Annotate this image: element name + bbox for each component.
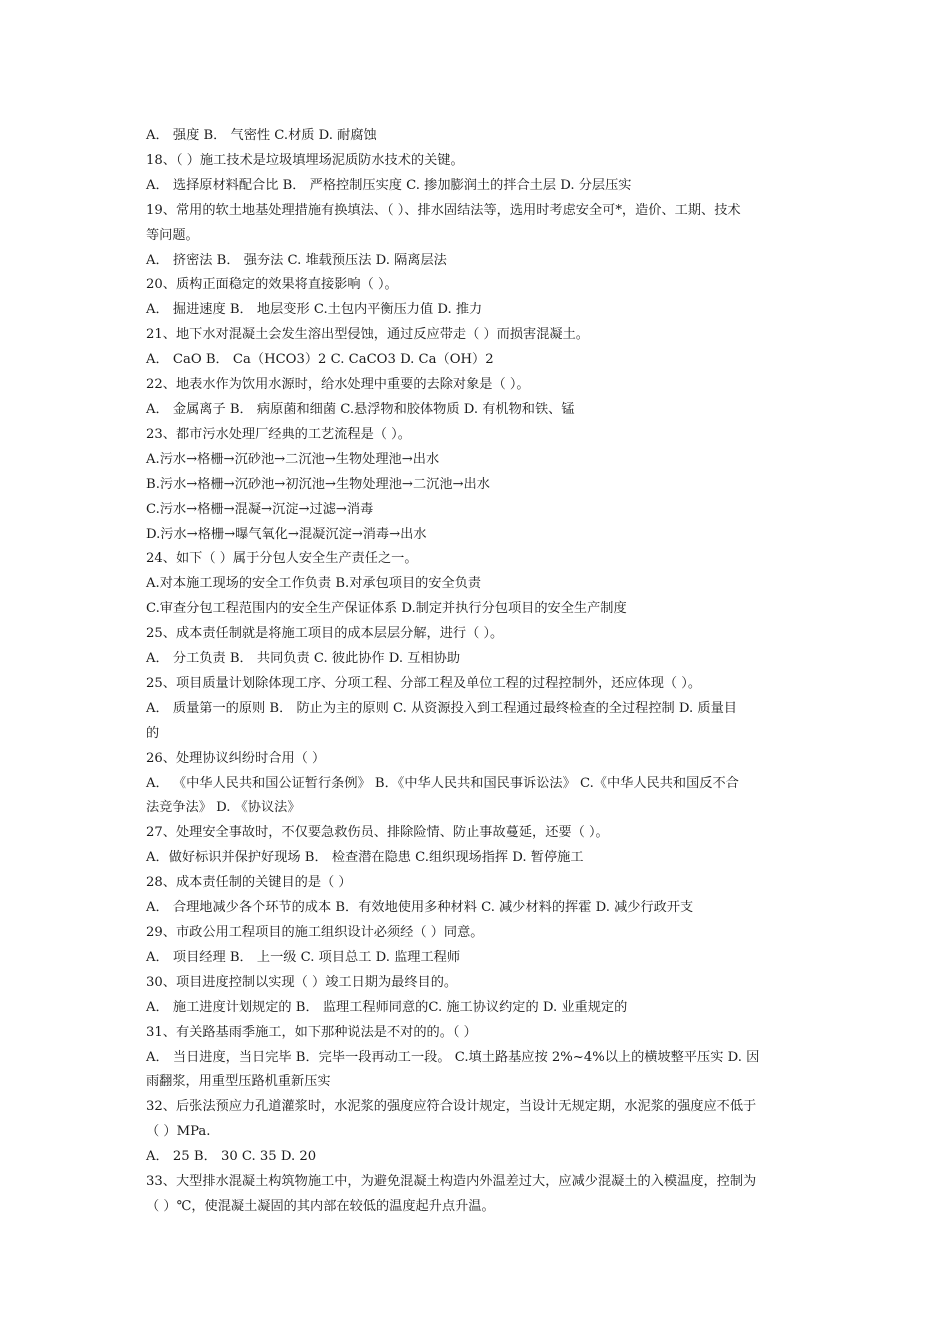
text-line: C.审查分包工程范围内的安全生产保证体系 D.制定并执行分包项目的安全生产制度 [146,601,627,617]
question-text-body [146,124,812,1220]
text-line: 27、处理安全事故时，不仅要急救伤员、排除险情、防止事故蔓延，还要（ ）。 [146,825,609,841]
text-line: 31、有关路基雨季施工，如下那种说法是不对的的。（ ） [146,1024,477,1040]
text-line: A.对本施工现场的安全工作负责 B.对承包项目的安全负责 [146,576,482,592]
text-line: 25、项目质量计划除体现工序、分项工程、分部工程及单位工程的过程控制外，还应体现（ ）。 [146,675,702,691]
text-line: A． 25 B． 30 C. 35 D. 20 [146,1149,317,1165]
text-line: 的 [146,725,160,741]
text-line: 19、常用的软土地基处理措施有换填法、（ ）、排水固结法等，选用时考虑安全可*，造价、工期、技术 [146,202,741,218]
text-line: 33、大型排水混凝土构筑物施工中，为避免混凝土构造内外温差过大，应减少混凝土的入模温度，控制为 [146,1174,757,1190]
text-line: A． 合理地减少各个环节的成本 B．有效地使用多种材料 C. 减少材料的挥霍 D. 减少行政开支 [146,900,694,916]
text-line: 30、项目进度控制以实现（ ）竣工日期为最终目的。 [146,974,458,990]
text-line: A． 项目经理 B． 上一级 C. 项目总工 D. 监理工程师 [146,949,461,965]
text-line: 32、后张法预应力孔道灌浆时，水泥浆的强度应符合设计规定，当设计无规定期，水泥浆的强度应不低于 [146,1099,757,1115]
text-line: （ ）MPa. [146,1124,211,1140]
text-line: 25、成本责任制就是将施工项目的成本层层分解，进行（ ）。 [146,626,504,642]
text-line: A． 质量第一的原则 B． 防止为主的原则 C. 从资源投入到工程通过最终检查的全过程控制 D. 质量目 [146,700,737,716]
text-line: 22、地表水作为饮用水源时，给水处理中重要的去除对象是（ ）。 [146,377,530,393]
text-line: A．做好标识并保护好现场 B． 检查潜在隐患 C.组织现场指挥 D. 暂停施工 [146,850,584,866]
text-line: （ ）℃，使混凝土凝固的其内部在较低的温度起升点升温。 [146,1198,495,1214]
text-line: A． 《中华人民共和国公证暂行条例》 B．《中华人民共和国民事诉讼法》 C.《中华人民共和国反不合 [146,775,739,791]
text-line: A． 挤密法 B． 强夯法 C. 堆载预压法 D. 隔离层法 [146,252,447,268]
text-line: A.污水→格栅→沉砂池→二沉池→生物处理池→出水 [146,451,440,467]
text-line: D.污水→格栅→曝气氧化→混凝沉淀→消毒→出水 [146,526,427,542]
text-line: 23、都市污水处理厂经典的工艺流程是（ ）。 [146,426,411,442]
text-line: 等问题。 [146,227,199,243]
text-line: 法竞争法》 D. 《协议法》 [146,800,301,816]
text-line: B.污水→格栅→沉砂池→初沉池→生物处理池→二沉池→出水 [146,476,490,492]
text-line: 26、处理协议纠纷时合用（ ） [146,750,326,766]
text-line: 28、成本责任制的关键目的是（ ） [146,875,352,891]
text-line: A． 当日进度，当日完毕 B．完毕一段再动工一段。 C.填土路基应按 2%~4%以上的横坡整平压实 D. 因 [146,1049,760,1065]
text-line: C.污水→格栅→混凝→沉淀→过滤→消毒 [146,501,374,517]
text-line: 18、（ ）施工技术是垃圾填埋场泥质防水技术的关键。 [146,152,464,168]
text-line: A． 选择原材料配合比 B． 严格控制压实度 C. 掺加膨润土的拌合土层 D. 分层压实 [146,177,632,193]
text-line: 21、地下水对混凝土会发生溶出型侵蚀，通过反应带走（ ）而损害混凝土。 [146,327,589,343]
text-line: A． CaO B． Ca（HCO3）2 C. CaCO3 D. Ca（OH）2 [146,352,494,368]
text-line: A． 掘进速度 B． 地层变形 C.土包内平衡压力值 D. 推力 [146,302,483,318]
text-line: A． 施工进度计划规定的 B． 监理工程师同意的C. 施工协议约定的 D. 业重规定的 [146,999,628,1015]
text-line: 29、市政公用工程项目的施工组织设计必须经（ ）同意。 [146,925,484,940]
text-line: 20、质构正面稳定的效果将直接影响（ ）。 [146,277,398,293]
text-line: A． 金属离子 B． 病原菌和细菌 C.悬浮物和胶体物质 D. 有机物和铁、锰 [146,401,575,417]
text-line: A． 强度 B． 气密性 C.材质 D. 耐腐蚀 [146,128,377,143]
text-line: A． 分工负责 B． 共同负责 C. 彼此协作 D. 互相协助 [146,651,461,667]
text-line: 24、如下（ ）属于分包人安全生产责任之一。 [146,551,418,567]
text-line: 雨翻浆，用重型压路机重新压实 [146,1074,331,1090]
